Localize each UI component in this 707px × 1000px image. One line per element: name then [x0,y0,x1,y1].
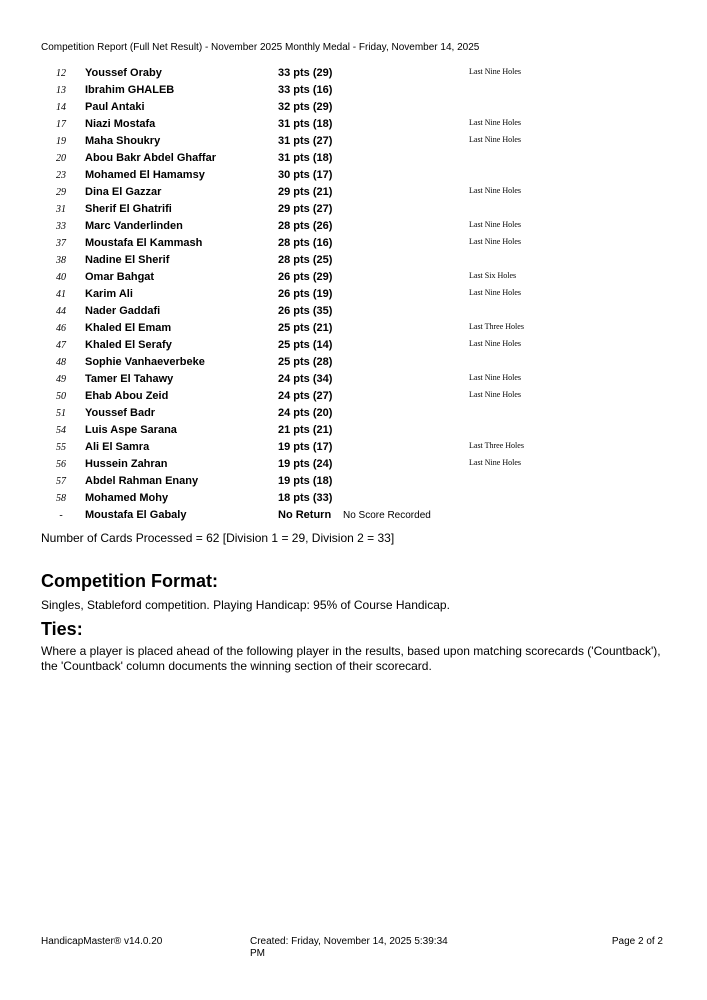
footer-page-number: Page 2 of 2 [611,936,663,947]
score-cell: 21 pts (21) [278,424,333,436]
countback-cell: Last Nine Holes [469,390,521,399]
countback-cell: Last Three Holes [469,441,524,450]
score-cell: 28 pts (16) [278,237,333,249]
position-cell: 20 [56,153,66,164]
result-row [41,65,681,82]
position-cell: 49 [56,374,66,385]
score-cell: 30 pts (17) [278,169,333,181]
result-row [41,150,681,167]
position-cell: 14 [56,102,66,113]
position-cell: 31 [56,204,66,215]
results-table [41,65,681,524]
countback-cell: Last Nine Holes [469,458,521,467]
score-cell: 33 pts (29) [278,67,333,79]
position-cell: 46 [56,323,66,334]
position-cell: 17 [56,119,66,130]
position-cell: 47 [56,340,66,351]
format-heading: Competition Format: [41,571,218,591]
countback-cell: Last Nine Holes [469,288,521,297]
cards-processed: Number of Cards Processed = 62 [Division 1 = 29, Division 2 = 33] [41,531,395,545]
result-row [41,371,681,388]
position-cell: - [59,510,63,521]
score-cell: 31 pts (27) [278,135,333,147]
result-row [41,320,681,337]
result-row [41,184,681,201]
score-cell: 29 pts (21) [278,186,333,198]
result-row [41,303,681,320]
player-name: Khaled El Serafy [85,339,172,351]
player-name: Hussein Zahran [85,458,168,470]
score-cell: 25 pts (14) [278,339,333,351]
result-row [41,405,681,422]
countback-cell: Last Three Holes [469,322,524,331]
ties-text: Where a player is placed ahead of the following player in the results, based upon matching scorecards ('Countback'), the 'Countback' column documents the winning section of their scorecard. [41,644,661,673]
result-row [41,218,681,235]
player-name: Moustafa El Gabaly [85,509,187,521]
score-cell: 24 pts (27) [278,390,333,402]
score-cell: 31 pts (18) [278,152,333,164]
score-cell: 29 pts (27) [278,203,333,215]
result-row [41,507,681,524]
result-row [41,354,681,371]
result-row [41,422,681,439]
result-row [41,337,681,354]
position-cell: 40 [56,272,66,283]
score-cell: 25 pts (21) [278,322,333,334]
player-name: Youssef Oraby [85,67,162,79]
score-cell: 26 pts (35) [278,305,333,317]
countback-cell: Last Nine Holes [469,237,521,246]
player-name: Ali El Samra [85,441,150,453]
format-text: Singles, Stableford competition. Playing Handicap: 95% of Course Handicap. [41,598,450,612]
player-name: Ibrahim GHALEB [85,84,175,96]
player-name: Youssef Badr [85,407,156,419]
player-name: Niazi Mostafa [85,118,156,130]
result-row [41,269,681,286]
result-row [41,82,681,99]
result-row [41,388,681,405]
countback-cell: Last Six Holes [469,271,517,280]
countback-cell: Last Nine Holes [469,373,521,382]
position-cell: 44 [56,306,66,317]
result-row [41,456,681,473]
score-cell: 28 pts (25) [278,254,333,266]
result-row [41,99,681,116]
position-cell: 48 [56,357,66,368]
position-cell: 37 [56,238,66,249]
player-name: Tamer El Tahawy [85,373,174,385]
countback-cell: Last Nine Holes [469,118,521,127]
result-row [41,252,681,269]
player-name: Karim Ali [85,288,133,300]
player-name: Abdel Rahman Enany [85,475,199,487]
score-cell: 18 pts (33) [278,492,333,504]
position-cell: 57 [56,476,66,487]
player-name: Dina El Gazzar [85,186,162,198]
position-cell: 50 [56,391,66,402]
position-cell: 58 [56,493,66,504]
player-name: Mohamed El Hamamsy [85,169,205,181]
player-name: Omar Bahgat [85,271,155,283]
player-name: Mohamed Mohy [85,492,169,504]
position-cell: 51 [56,408,66,419]
position-cell: 38 [56,255,66,266]
score-cell: 19 pts (18) [278,475,333,487]
score-cell: No Return [278,509,332,521]
countback-cell: Last Nine Holes [469,186,521,195]
footer-created: Created: Friday, November 14, 2025 5:39:34 PM [250,936,448,959]
score-cell: 24 pts (20) [278,407,333,419]
score-cell: 33 pts (16) [278,84,333,96]
score-cell: 26 pts (29) [278,271,333,283]
score-cell: 28 pts (26) [278,220,333,232]
position-cell: 13 [56,85,66,96]
position-cell: 41 [56,289,66,300]
player-name: Sherif El Ghatrifi [85,203,172,215]
player-name: Marc Vanderlinden [85,220,183,232]
score-cell: 19 pts (17) [278,441,333,453]
result-row [41,490,681,507]
countback-cell: Last Nine Holes [469,339,521,348]
player-name: Maha Shoukry [85,135,161,147]
position-cell: 12 [56,68,66,79]
player-name: Paul Antaki [85,101,145,113]
player-name: Nader Gaddafi [85,305,161,317]
position-cell: 33 [56,221,66,232]
score-cell: 26 pts (19) [278,288,333,300]
player-name: Sophie Vanhaeverbeke [85,356,205,368]
score-cell: 25 pts (28) [278,356,333,368]
ties-heading: Ties: [41,619,83,639]
note-cell: No Score Recorded [343,510,431,521]
result-row [41,201,681,218]
position-cell: 23 [56,170,66,181]
position-cell: 19 [56,136,66,147]
result-row [41,235,681,252]
player-name: Ehab Abou Zeid [85,390,169,402]
score-cell: 31 pts (18) [278,118,333,130]
result-row [41,167,681,184]
score-cell: 24 pts (34) [278,373,333,385]
report-title: Competition Report (Full Net Result) - November 2025 Monthly Medal - Friday, November 14, 2025 [41,42,480,53]
position-cell: 55 [56,442,66,453]
countback-cell: Last Nine Holes [469,135,521,144]
countback-cell: Last Nine Holes [469,220,521,229]
score-cell: 32 pts (29) [278,101,333,113]
countback-cell: Last Nine Holes [469,67,521,76]
result-row [41,133,681,150]
position-cell: 54 [56,425,66,436]
footer-software: HandicapMaster® v14.0.20 [41,936,163,947]
player-name: Moustafa El Kammash [85,237,203,249]
player-name: Luis Aspe Sarana [85,424,177,436]
position-cell: 56 [56,459,66,470]
player-name: Khaled El Emam [85,322,172,334]
score-cell: 19 pts (24) [278,458,333,470]
result-row [41,286,681,303]
player-name: Abou Bakr Abdel Ghaffar [85,152,216,164]
result-row [41,473,681,490]
player-name: Nadine El Sherif [85,254,170,266]
position-cell: 29 [56,187,66,198]
result-row [41,439,681,456]
result-row [41,116,681,133]
